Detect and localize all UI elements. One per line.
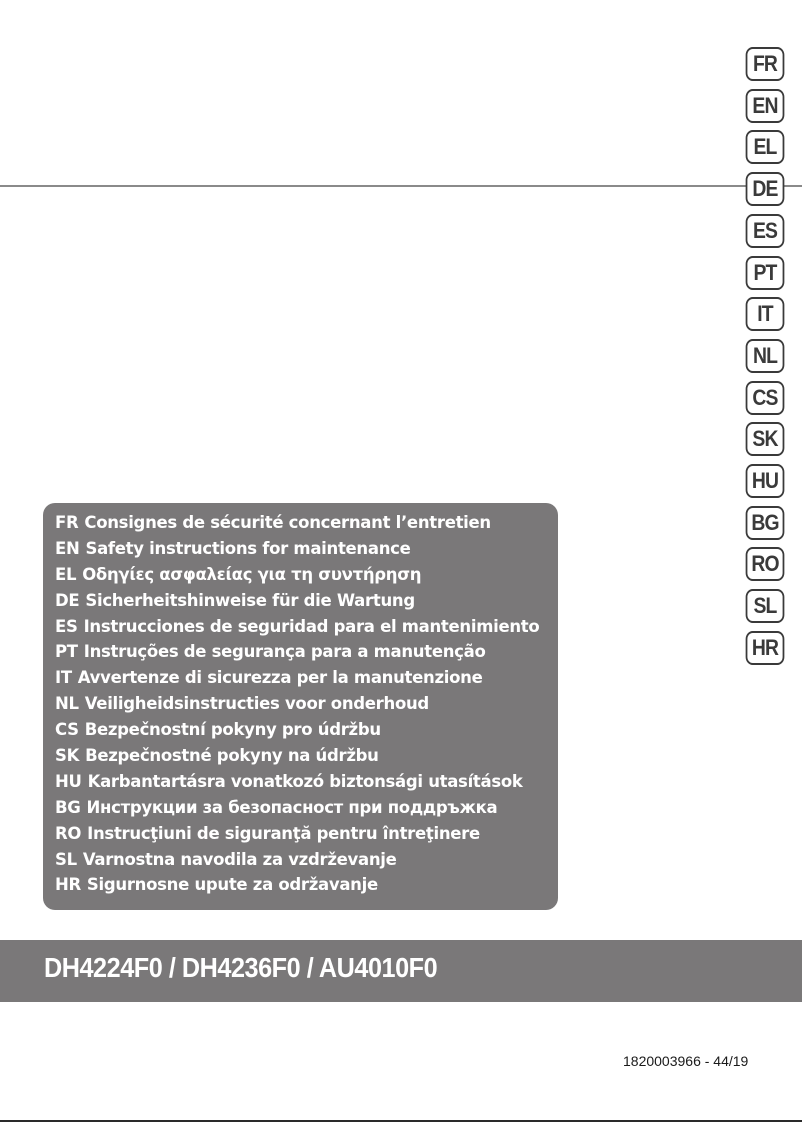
- language-badge-hr: HR: [746, 631, 785, 665]
- language-code: IT: [55, 668, 72, 688]
- language-code: PT: [55, 642, 78, 662]
- language-code: FR: [55, 513, 79, 532]
- language-badge-es: ES: [746, 214, 785, 248]
- title-line-de: [55, 588, 558, 614]
- language-code: EN: [55, 538, 80, 558]
- language-code: HU: [55, 771, 82, 791]
- language-code: HR: [55, 875, 81, 895]
- language-badge-sl: SL: [746, 589, 785, 623]
- language-code: ES: [55, 616, 78, 636]
- language-code: SK: [55, 746, 80, 766]
- language-badge-fr: FR: [746, 47, 785, 81]
- language-badge-de: DE: [746, 172, 785, 206]
- language-badge-pt: PT: [746, 256, 785, 290]
- language-code: EL: [55, 564, 77, 584]
- language-badge-cs: CS: [746, 381, 785, 415]
- title-line-bg: [55, 795, 558, 821]
- title-text: Veiligheidsinstructies voor onderhoud: [84, 694, 429, 714]
- language-code: RO: [55, 823, 82, 843]
- title-line-hu: [55, 769, 558, 795]
- language-badge-it: IT: [746, 297, 785, 331]
- title-line-sk: [55, 743, 558, 769]
- model-number-band: [0, 940, 802, 1002]
- title-text: Instrucciones de seguridad para el mantenimiento: [83, 616, 540, 636]
- title-line-it: [55, 665, 558, 691]
- title-text: Consignes de sécurité concernant l’entretien: [84, 513, 491, 532]
- title-line-cs: [55, 717, 558, 743]
- language-badge-hu: HU: [746, 464, 785, 498]
- language-badge-ro: RO: [746, 547, 785, 581]
- top-horizontal-rule: [0, 185, 802, 187]
- title-text: Bezpečnostní pokyny pro údržbu: [84, 720, 381, 740]
- language-badge-en: EN: [746, 89, 785, 123]
- title-text: Bezpečnostné pokyny na údržbu: [85, 746, 379, 766]
- language-code: BG: [55, 797, 81, 817]
- document-reference: 1820003966 - 44/19: [623, 1053, 749, 1069]
- title-line-en: [55, 536, 558, 562]
- language-code: CS: [55, 720, 79, 740]
- language-badge-nl: NL: [746, 339, 785, 373]
- title-line-pt: [55, 639, 558, 665]
- title-text: Instrucţiuni de siguranţă pentru întreţinere: [87, 823, 480, 843]
- title-line-nl: [55, 691, 558, 717]
- title-text: Varnostna navodila za vzdrževanje: [82, 849, 397, 869]
- model-numbers: DH4224F0 / DH4236F0 / AU4010F0: [44, 952, 438, 983]
- title-text: Инструкции за безопасност при поддръжка: [86, 797, 498, 817]
- title-line-es: [55, 614, 558, 640]
- title-text: Sicherheitshinweise für die Wartung: [85, 590, 415, 610]
- multilingual-titles-panel: [43, 503, 558, 910]
- language-badge-bg: BG: [746, 506, 785, 540]
- title-text: Safety instructions for maintenance: [85, 538, 411, 558]
- title-text: Karbantartásra vonatkozó biztonsági utasítások: [87, 771, 523, 791]
- title-line-sl: [55, 847, 558, 873]
- title-text: Οδηγίες ασφαλείας για τη συντήρηση: [82, 564, 422, 584]
- language-code: NL: [55, 694, 79, 714]
- title-text: Avvertenze di sicurezza per la manutenzione: [77, 668, 483, 688]
- title-line-el: [55, 562, 558, 588]
- title-line-hr: [55, 872, 558, 898]
- language-code: SL: [55, 849, 77, 869]
- title-text: Sigurnosne upute za održavanje: [86, 875, 378, 895]
- language-badge-sk: SK: [746, 422, 785, 456]
- language-code: DE: [55, 590, 80, 610]
- title-text: Instruções de segurança para a manutenção: [83, 642, 486, 662]
- title-line-ro: [55, 821, 558, 847]
- language-badge-el: EL: [746, 130, 785, 164]
- title-line-fr: [55, 510, 558, 536]
